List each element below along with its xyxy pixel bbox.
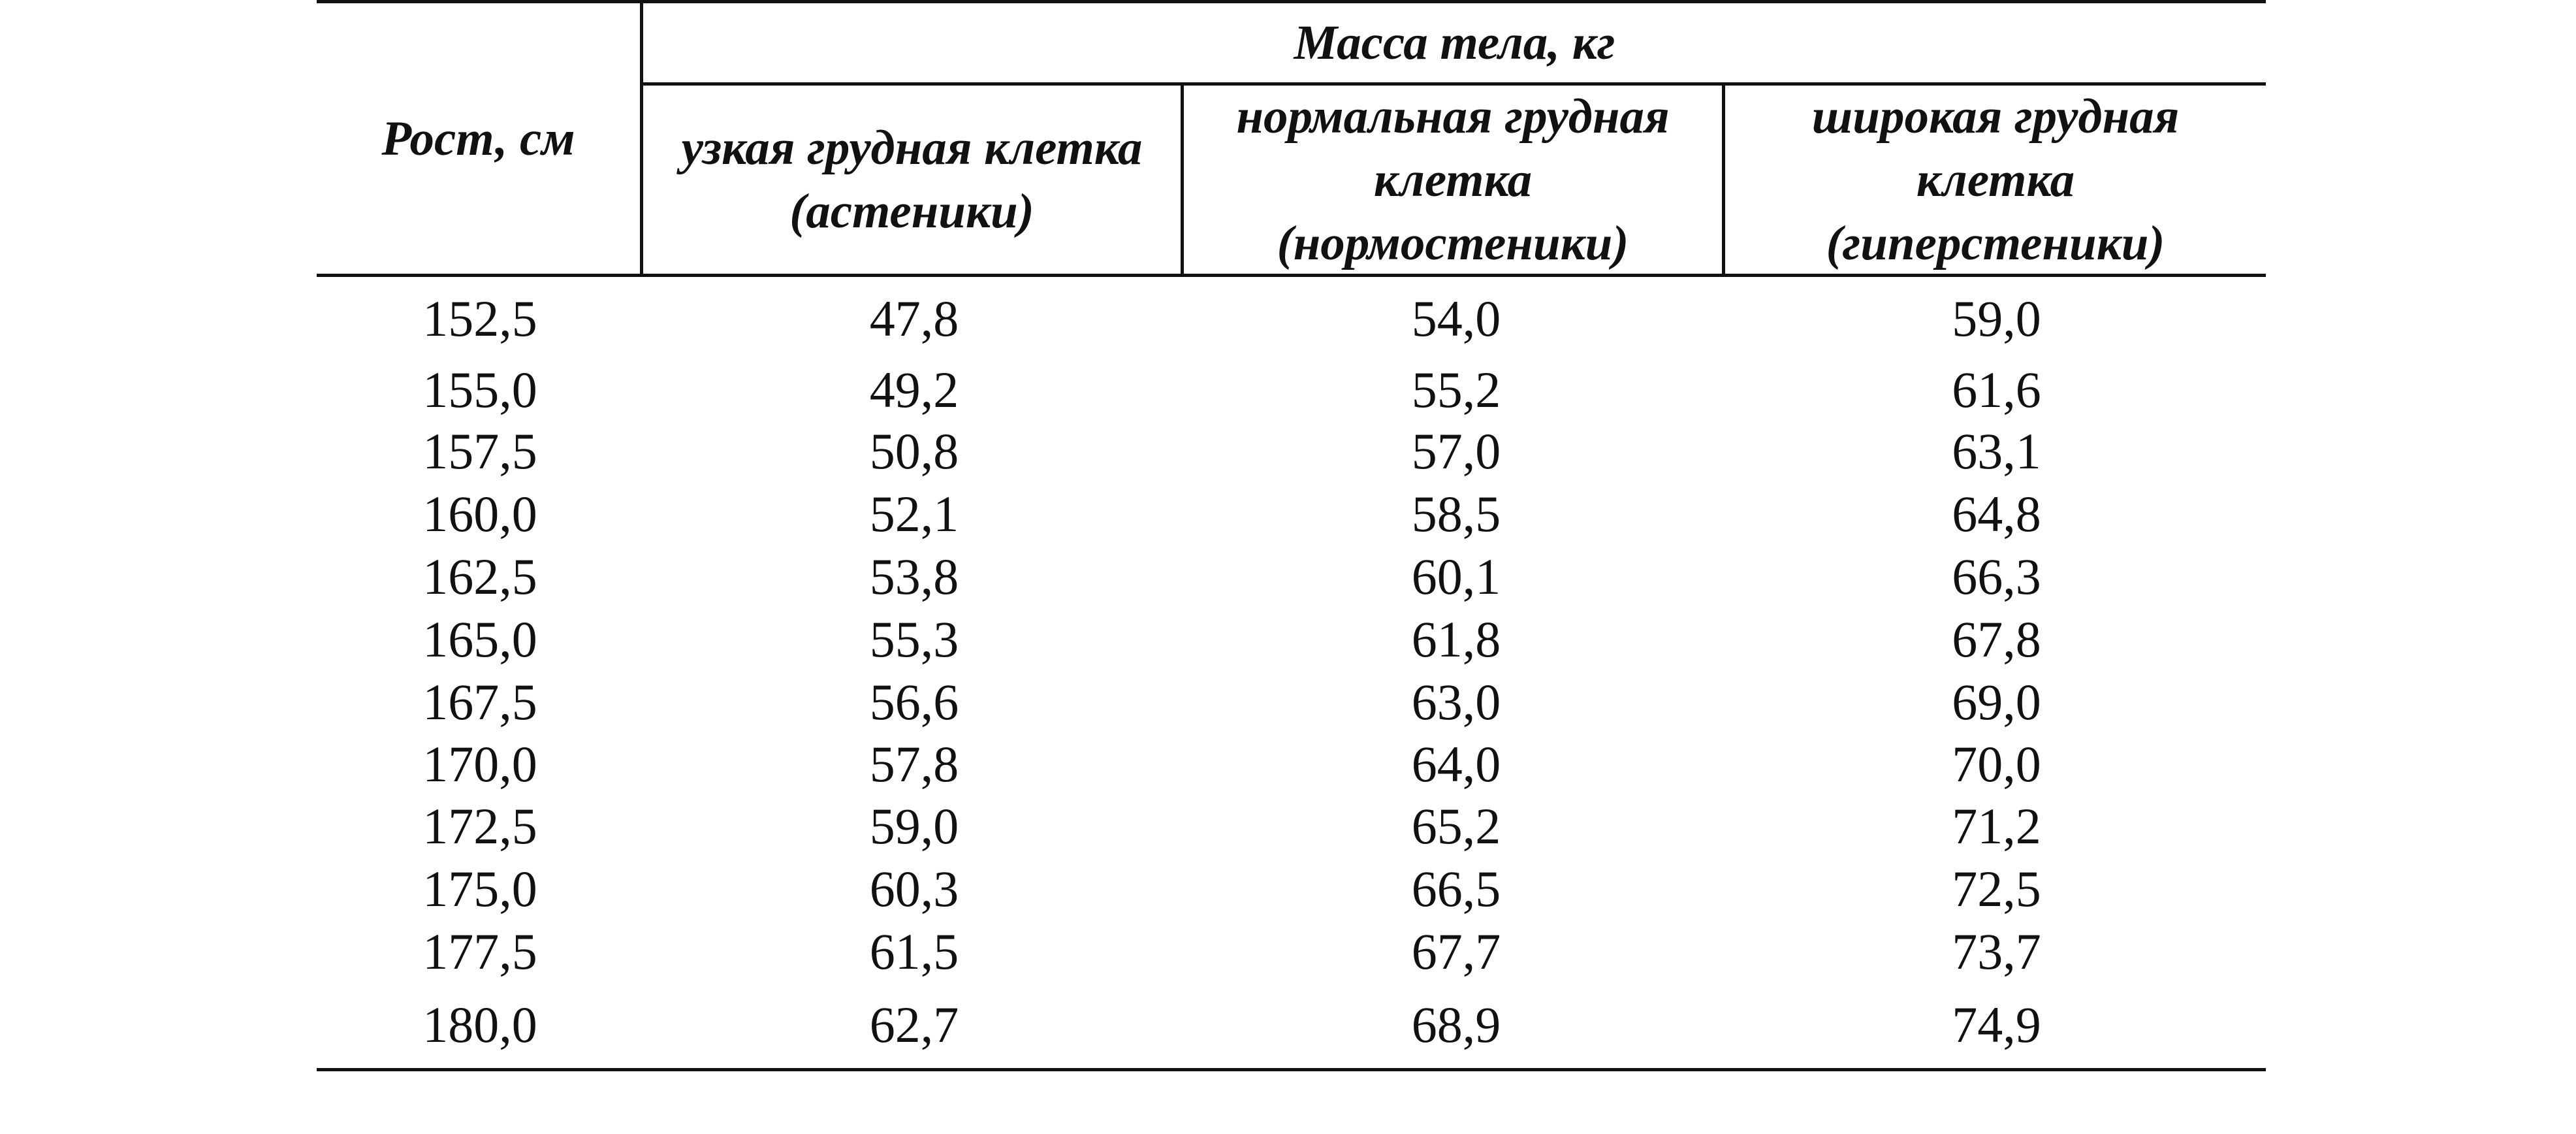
height-cell: 177,5	[422, 923, 537, 980]
height-cell: 165,0	[422, 611, 537, 668]
table-row	[317, 483, 2266, 545]
table-row	[317, 920, 2266, 983]
normosthenic-mass-cell: 58,5	[1411, 485, 1501, 542]
height-cell: 170,0	[422, 736, 537, 792]
table-row	[317, 420, 2266, 483]
table-row	[317, 287, 2266, 350]
height-cell: 152,5	[422, 290, 537, 347]
column-header-hypersthenic: широкая грудная клетка (гиперстеники)	[1811, 89, 2180, 270]
normosthenic-mass-cell: 66,5	[1411, 860, 1501, 917]
table-row	[317, 608, 2266, 671]
asthenic-mass-cell: 47,8	[869, 290, 959, 347]
height-cell: 172,5	[422, 798, 537, 854]
asthenic-mass-cell: 59,0	[869, 798, 959, 854]
asthenic-mass-cell: 61,5	[869, 923, 959, 980]
normosthenic-mass-cell: 68,9	[1411, 996, 1501, 1053]
normosthenic-mass-cell: 57,0	[1411, 423, 1501, 479]
normosthenic-mass-cell: 54,0	[1411, 290, 1501, 347]
table-row	[317, 359, 2266, 421]
height-cell: 167,5	[422, 673, 537, 730]
asthenic-mass-cell: 56,6	[869, 673, 959, 730]
hypersthenic-mass-cell: 73,7	[1952, 923, 2041, 980]
table-row	[317, 994, 2266, 1056]
asthenic-mass-cell: 50,8	[869, 423, 959, 479]
column-header-normosthenic: нормальная грудная клетка (нормостеники)	[1236, 89, 1670, 270]
hypersthenic-mass-cell: 72,5	[1952, 860, 2041, 917]
height-cell: 155,0	[422, 361, 537, 418]
table-row	[317, 733, 2266, 796]
height-cell: 162,5	[422, 548, 537, 605]
normosthenic-mass-cell: 65,2	[1411, 798, 1501, 854]
asthenic-mass-cell: 62,7	[869, 996, 959, 1053]
hypersthenic-mass-cell: 61,6	[1952, 361, 2041, 418]
normosthenic-mass-cell: 55,2	[1411, 361, 1501, 418]
normosthenic-mass-cell: 61,8	[1411, 611, 1501, 668]
height-cell: 175,0	[422, 860, 537, 917]
hypersthenic-mass-cell: 66,3	[1952, 548, 2041, 605]
hypersthenic-mass-cell: 63,1	[1952, 423, 2041, 479]
normosthenic-mass-cell: 64,0	[1411, 736, 1501, 792]
normosthenic-mass-cell: 67,7	[1411, 923, 1501, 980]
asthenic-mass-cell: 49,2	[869, 361, 959, 418]
height-cell: 180,0	[422, 996, 537, 1053]
table-row	[317, 671, 2266, 734]
hypersthenic-mass-cell: 69,0	[1952, 673, 2041, 730]
normosthenic-mass-cell: 60,1	[1411, 548, 1501, 605]
asthenic-mass-cell: 53,8	[869, 548, 959, 605]
column-header-asthenic: узкая грудная клетка (астеники)	[681, 121, 1143, 238]
asthenic-mass-cell: 52,1	[869, 485, 959, 542]
hypersthenic-mass-cell: 74,9	[1952, 996, 2041, 1053]
hypersthenic-mass-cell: 71,2	[1952, 798, 2041, 854]
height-cell: 157,5	[422, 423, 537, 479]
height-cell: 160,0	[422, 485, 537, 542]
table-bottom-rule	[317, 1068, 2266, 1071]
normosthenic-mass-cell: 63,0	[1411, 673, 1501, 730]
asthenic-mass-cell: 60,3	[869, 860, 959, 917]
table-row	[317, 858, 2266, 920]
asthenic-mass-cell: 55,3	[869, 611, 959, 668]
table-row	[317, 795, 2266, 858]
asthenic-mass-cell: 57,8	[869, 736, 959, 792]
hypersthenic-mass-cell: 64,8	[1952, 485, 2041, 542]
hypersthenic-mass-cell: 59,0	[1952, 290, 2041, 347]
table-row	[317, 545, 2266, 608]
hypersthenic-mass-cell: 67,8	[1952, 611, 2041, 668]
group-header-body-mass: Масса тела, кг	[1294, 16, 1615, 70]
row-header-height: Рост, см	[381, 111, 575, 166]
hypersthenic-mass-cell: 70,0	[1952, 736, 2041, 792]
